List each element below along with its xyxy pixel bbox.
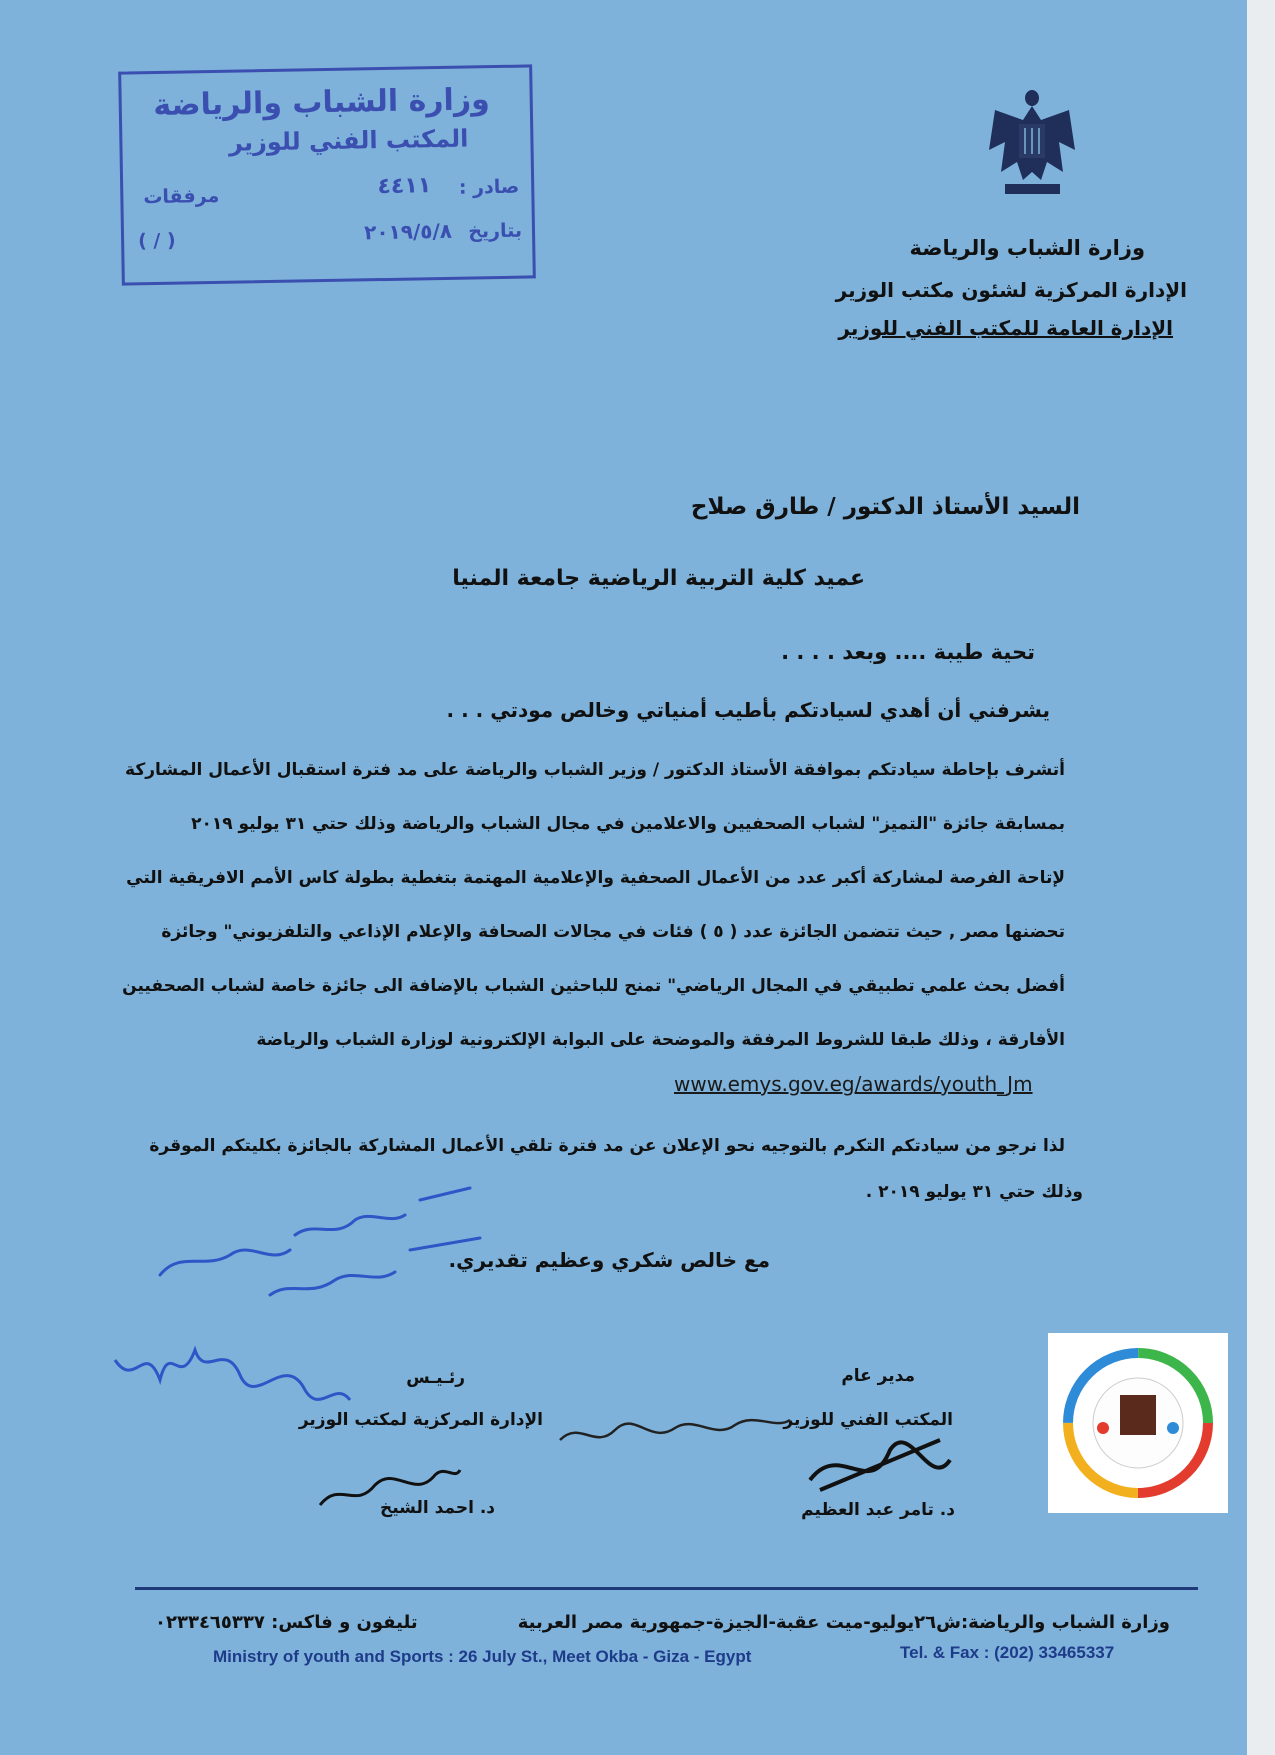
footer-divider [135, 1587, 1198, 1590]
request-line-2: وذلك حتي ٣١ يوليو ٢٠١٩ . [865, 1182, 1083, 1202]
recipient-name: السيد الأستاذ الدكتور / طارق صلاح [690, 494, 1080, 520]
stamp-attachments-value: ( / ) [137, 229, 176, 253]
stamp-attachments-label: مرفقات [143, 184, 220, 209]
sig-left-dept: الإدارة المركزية لمكتب الوزير [298, 1410, 543, 1430]
body-line-1: أتشرف بإحاطة سيادتكم بموافقة الأستاذ الدكتور / وزير الشباب والرياضة على مد فترة استقبال الأعمال المشاركة [125, 760, 1065, 780]
outgoing-stamp [118, 64, 536, 285]
footer-address-en: Ministry of youth and Sports : 26 July St., Meet Okba - Giza - Egypt [213, 1647, 752, 1666]
sig-right-role: مدير عام [841, 1366, 915, 1386]
sig-right-dept: المكتب الفني للوزير [783, 1410, 953, 1430]
e-portal-logo-icon [1048, 1333, 1228, 1513]
signature-left-scribble [105, 1320, 355, 1430]
signature-middle-scribble [555, 1400, 795, 1460]
stamp-line-office: المكتب الفني للوزير [228, 124, 469, 157]
stamp-date-value: ٢٠١٩/٥/٨ [363, 218, 453, 245]
intro-line: يشرفني أن أهدي لسيادتكم بأطيب أمنياتي وخالص مودتي . . . [446, 698, 1050, 722]
body-line-3: لإتاحة الفرصة لمشاركة أكبر عدد من الأعمال الصحفية والإعلامية المهتمة بتغطية بطولة كاس الأمم الافريقية التي [126, 868, 1065, 888]
header-ministry: وزارة الشباب والرياضة [909, 236, 1145, 260]
recipient-title: عميد كلية التربية الرياضية جامعة المنيا [452, 566, 865, 591]
scan-edge [1247, 0, 1275, 1755]
body-line-4: تحضنها مصر , حيث تتضمن الجائزة عدد ( ٥ ) فئات في مجالات الصحافة والإعلام الإذاعي والتلفزيوني" وجائزة [161, 922, 1065, 942]
header-central-admin: الإدارة المركزية لشئون مكتب الوزير [835, 278, 1187, 302]
request-line-1: لذا نرجو من سيادتكم التكرم بالتوجيه نحو الإعلان عن مد فترة تلقي الأعمال المشاركة بالجائزة بكليتكم الموقرة [149, 1136, 1065, 1156]
sig-left-role: رئـيـس [406, 1368, 465, 1388]
sig-left-name: د. احمد الشيخ [379, 1498, 495, 1518]
handwritten-date-scribble [315, 1450, 465, 1520]
body-line-2: بمسابقة جائزة "التميز" لشباب الصحفيين والاعلامين في مجال الشباب والرياضة وذلك حتي ٣١ يوليو ٢٠١٩ [191, 814, 1065, 834]
header-general-admin: الإدارة العامة للمكتب الفني للوزير [838, 316, 1173, 340]
body-line-5: أفضل بحث علمي تطبيقي في المجال الرياضي" تمنح للباحثين الشباب بالإضافة الى جائزة خاصة لشباب الصحفيين [122, 976, 1065, 996]
stamp-date-label: بتاريخ [468, 219, 523, 243]
e-services-logo [1048, 1333, 1228, 1513]
footer-phone-en: Tel. & Fax : (202) 33465337 [900, 1643, 1115, 1662]
footer-address-ar: وزارة الشباب والرياضة:ش٢٦يوليو-ميت عقبة-الجيزة-جمهورية مصر العربية [517, 1612, 1170, 1633]
body-line-6: الأفارقة ، وذلك طبقا للشروط المرفقة والموضحة على البوابة الإلكترونية لوزارة الشباب والرياضة [256, 1030, 1065, 1050]
stamp-outgoing-label: صادر : [458, 175, 520, 199]
eagle-emblem-icon [985, 80, 1080, 205]
stamp-line-ministry: وزارة الشباب والرياضة [153, 82, 491, 124]
greeting: تحية طيبة .... وبعد . . . . [781, 640, 1035, 664]
footer-phone-ar: تليفون و فاكس: ٠٢٣٣٤٦٥٣٣٧ [155, 1612, 418, 1633]
handwritten-annotation [150, 1180, 490, 1310]
awards-url-link[interactable]: www.emys.gov.eg/awards/youth_Jm [674, 1072, 1033, 1096]
stamp-outgoing-number: ٤٤١١ [377, 173, 432, 200]
closing-line: مع خالص شكري وعظيم تقديري. [448, 1248, 770, 1272]
signature-right-scribble [800, 1420, 960, 1510]
sig-right-name: د. تامر عبد العظيم [801, 1500, 955, 1520]
